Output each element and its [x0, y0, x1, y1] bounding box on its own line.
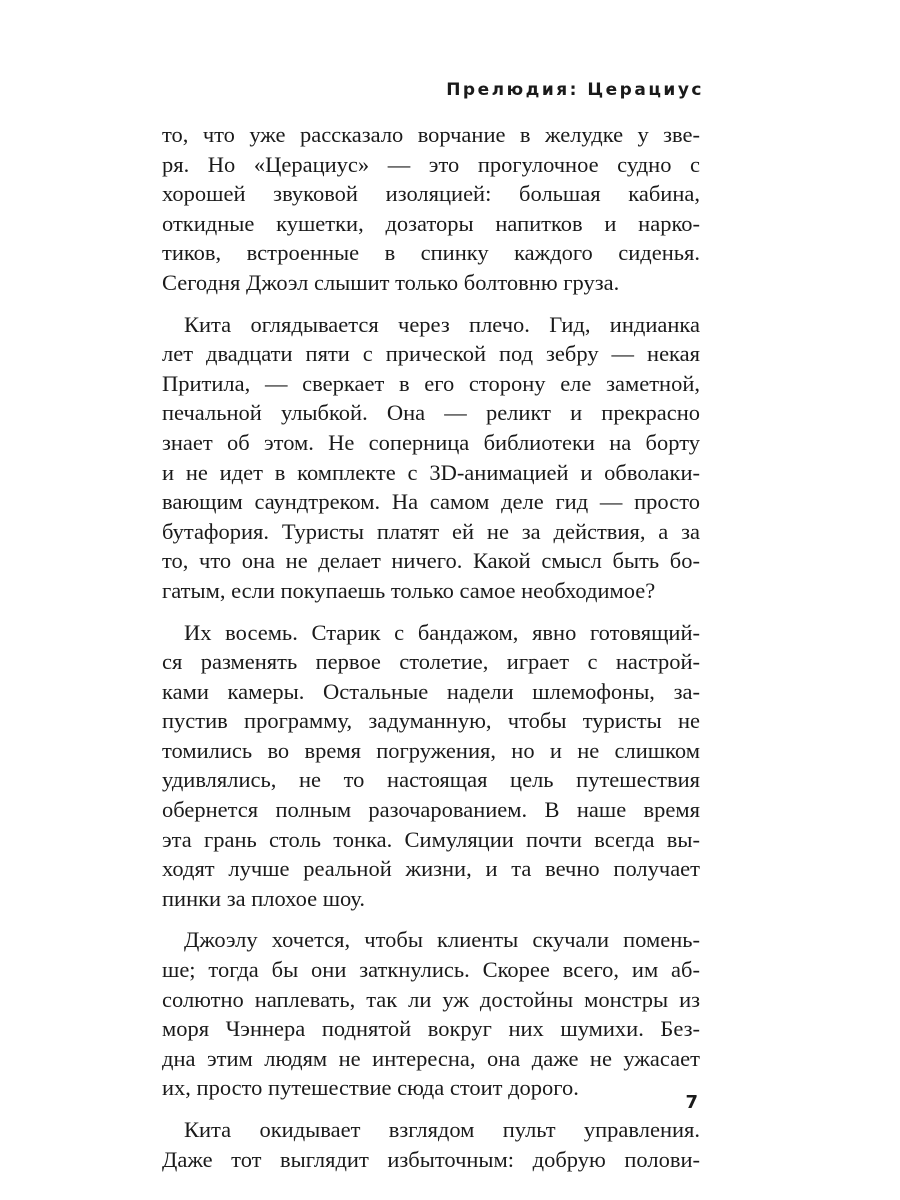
- text-line: то, что уже рассказало ворчание в желудке у зве-: [162, 122, 700, 147]
- text-line: эта грань столь тонка. Симуляции почти всегда вы-: [162, 826, 700, 852]
- text-line: удивлялись, не то настоящая цель путешествия: [162, 767, 700, 793]
- text-line: Сегодня Джоэл слышит только болтовню груза.: [162, 269, 620, 295]
- text-line: печальной улыбкой. Она — реликт и прекрасно: [162, 400, 700, 426]
- text-line: томились во время погружения, но и не слишком: [162, 737, 700, 763]
- text-line: знает об этом. Не соперница библиотеки на борту: [162, 429, 700, 455]
- text-line: гатым, если покупаешь только самое необходимое?: [162, 577, 656, 603]
- text-line: Джоэлу хочется, чтобы клиенты скучали помень-: [184, 927, 700, 953]
- paragraph: [162, 120, 700, 298]
- text-line: Даже тот выглядит избыточным: добрую полови-: [162, 1146, 700, 1172]
- paragraph: [162, 310, 700, 606]
- running-head: Прелюдия: Церациус: [446, 80, 704, 100]
- text-line: обернется полным разочарованием. В наше время: [162, 797, 700, 823]
- text-line: моря Чэннера поднятой вокруг них шумихи. Без-: [162, 1016, 700, 1042]
- text-line: тиков, встроенные в спинку каждого сиденья.: [162, 240, 700, 266]
- text-line: дна этим людям не интересна, она даже не ужасает: [162, 1045, 700, 1071]
- text-line: пинки за плохое шоу.: [162, 885, 366, 911]
- text-line: Их восемь. Старик с бандажом, явно готовящий-: [184, 619, 700, 645]
- text-line: ходят лучше реальной жизни, и та вечно получает: [162, 856, 700, 882]
- text-line: пустив программу, задуманную, чтобы туристы не: [162, 708, 700, 734]
- paragraph: [162, 1115, 700, 1174]
- text-line: солютно наплевать, так ли уж достойны монстры из: [162, 986, 700, 1012]
- text-line: лет двадцати пяти с прической под зебру — некая: [162, 341, 700, 367]
- text-line: ками камеры. Остальные надели шлемофоны, за-: [162, 678, 700, 704]
- paragraph: [162, 925, 700, 1103]
- text-line: Кита оглядывается через плечо. Гид, индианка: [184, 311, 700, 337]
- paragraph: [162, 618, 700, 914]
- text-line: их, просто путешествие сюда стоит дорого.: [162, 1075, 579, 1101]
- text-line: то, что она не делает ничего. Какой смысл быть бо-: [162, 548, 700, 574]
- text-line: ше; тогда бы они заткнулись. Скорее всего, им аб-: [162, 957, 700, 983]
- text-line: откидные кушетки, дозаторы напитков и нарко-: [162, 210, 700, 236]
- text-line: ря. Но «Церациус» — это прогулочное судно с: [162, 151, 700, 177]
- text-line: и не идет в комплекте с 3D-анимацией и обволаки-: [162, 459, 700, 485]
- body-text: [162, 120, 700, 1174]
- text-line: Притила, — сверкает в его сторону еле заметной,: [162, 370, 700, 396]
- page-number: 7: [685, 1092, 698, 1113]
- text-line: хорошей звуковой изоляцией: большая кабина,: [162, 181, 700, 207]
- text-line: вающим саундтреком. На самом деле гид — просто: [162, 489, 700, 515]
- text-line: ся разменять первое столетие, играет с настрой-: [162, 649, 700, 675]
- text-line: бутафория. Туристы платят ей не за действия, а за: [162, 518, 700, 544]
- text-line: Кита окидывает взглядом пульт управления.: [184, 1117, 700, 1142]
